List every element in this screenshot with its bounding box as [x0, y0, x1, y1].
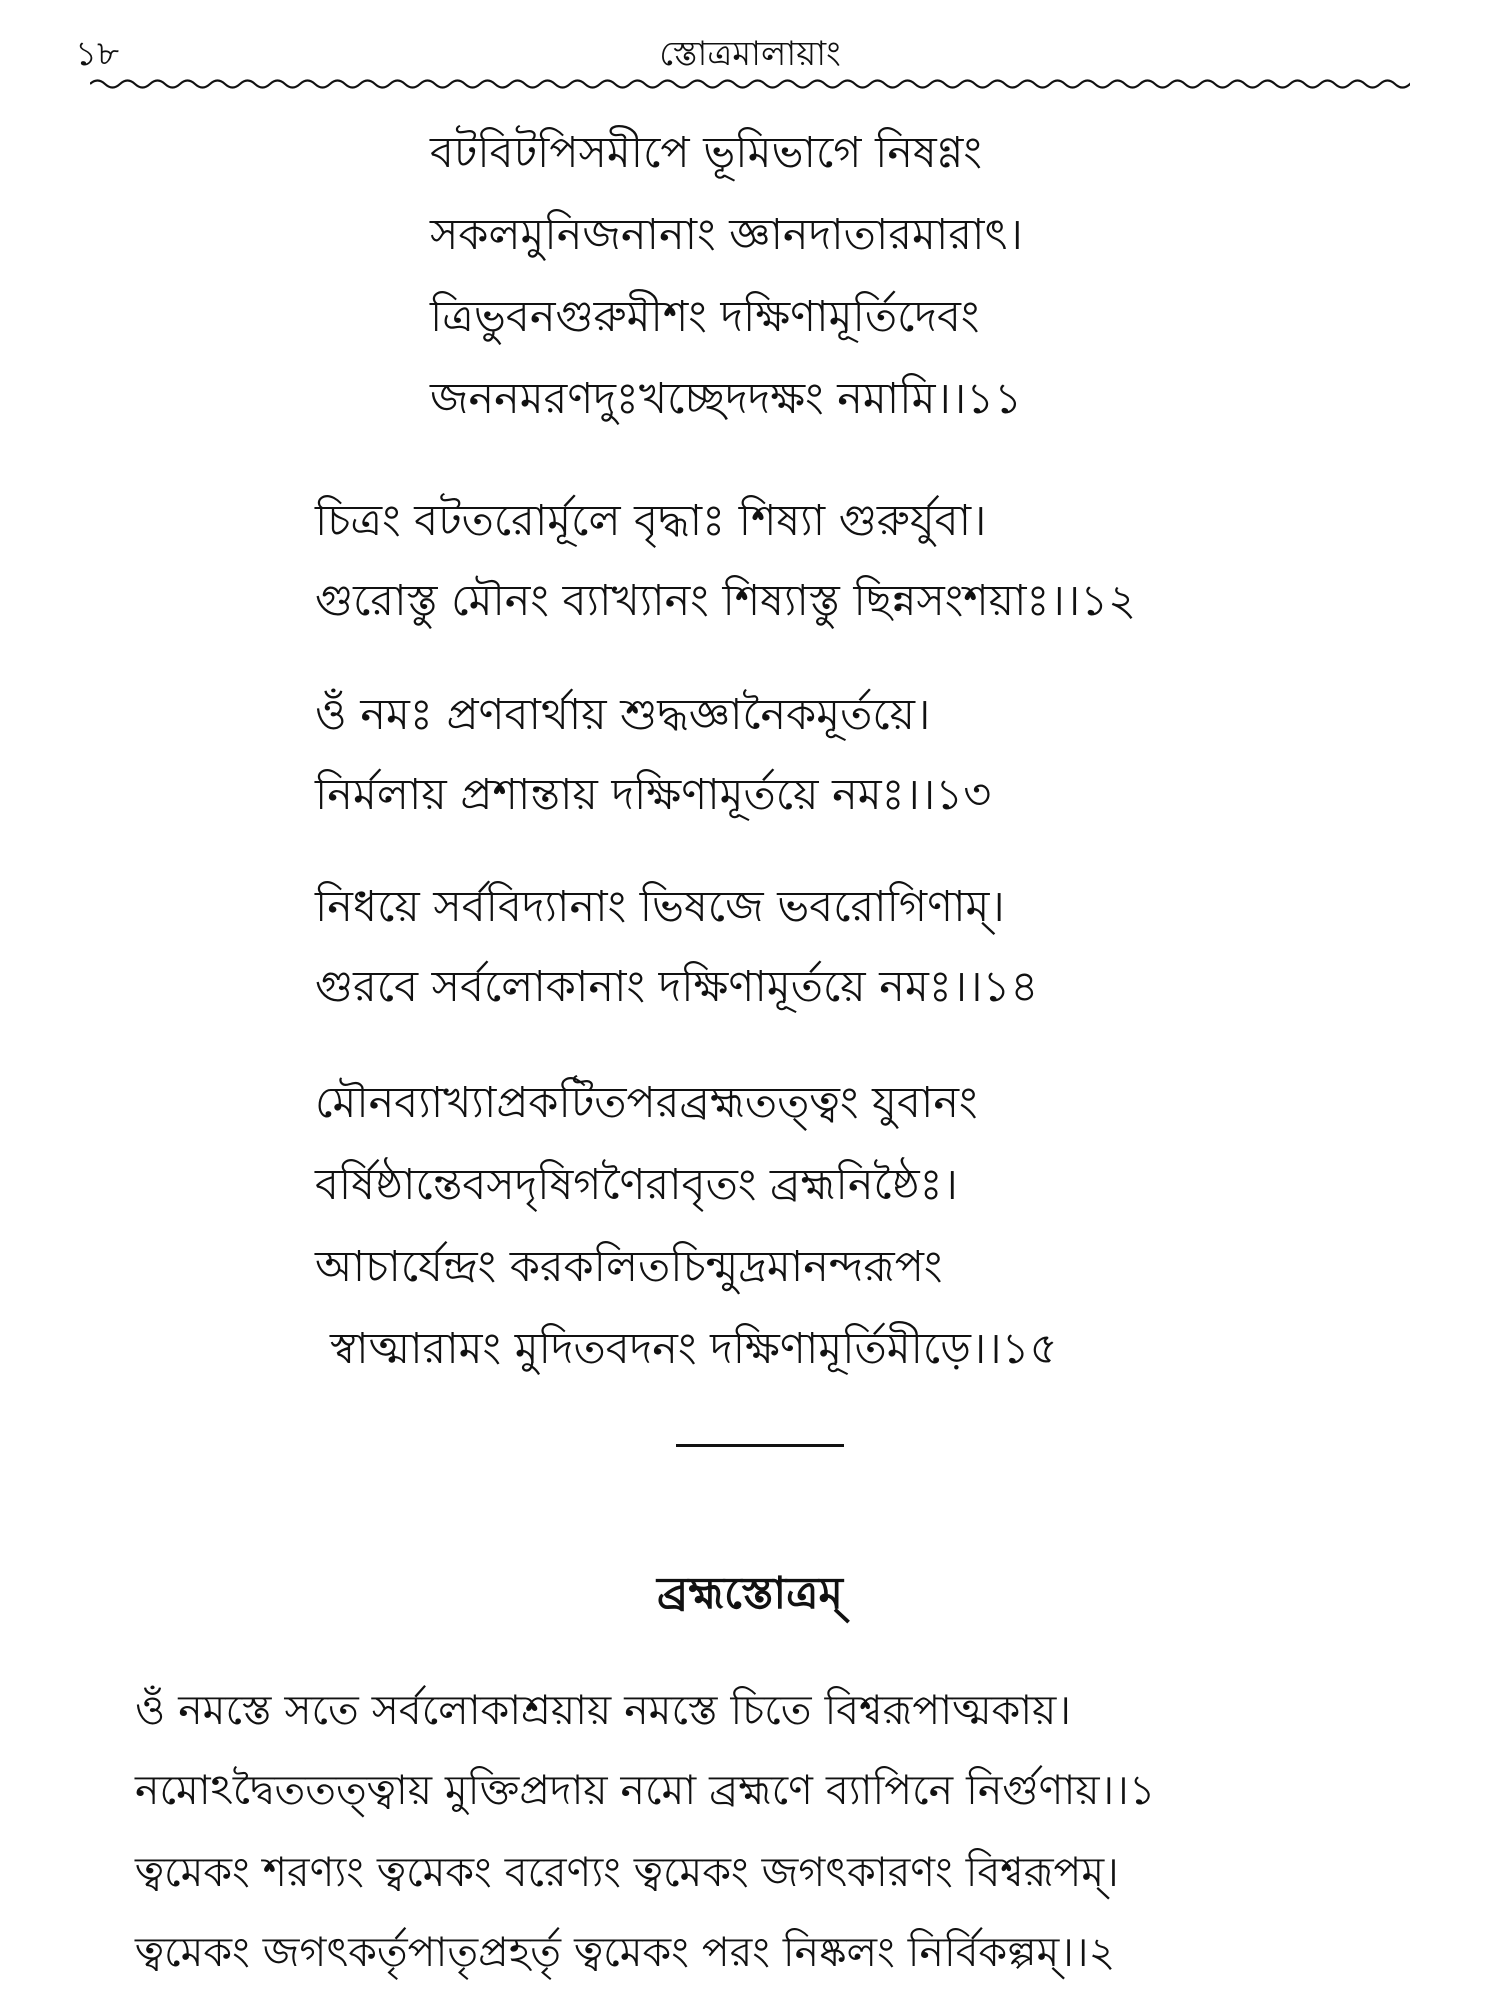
verse-line: স্বাত্মারামং মুদিতবদনং দক্ষিণামূর্তিমীড়ে।।১৫ [330, 1324, 1058, 1374]
wavy-divider [90, 76, 1410, 92]
verse-line: ত্রিভুবনগুরুমীশং দক্ষিণামূর্তিদেবং [430, 292, 980, 342]
verse-line: চিত্রং বটতরোর্মূলে বৃদ্ধাঃ শিষ্যা গুরুর্যুবা। [315, 496, 987, 546]
verse-line: ত্বমেকং জগৎকর্তৃপাতৃপ্রহর্তৃ ত্বমেকং পরং নিষ্কলং নির্বিকল্পম্।।২ [135, 1928, 1116, 1976]
verse-line: সকলমুনিজনানাং জ্ঞানদাতারমারাৎ। [430, 210, 1023, 260]
page-number: ১৮ [75, 34, 120, 74]
verse-line: ত্বমেকং শরণ্যং ত্বমেকং বরেণ্যং ত্বমেকং জগৎকারণং বিশ্বরূপম্। [135, 1848, 1119, 1896]
verse-line: গুরোস্তু মৌনং ব্যাখ্যানং শিষ্যাস্তু ছিন্নসংশয়াঃ।।১২ [315, 576, 1137, 626]
verse-line: ওঁ নমস্তে সতে সর্বলোকাশ্রয়ায় নমস্তে চিতে বিশ্বরূপাত্মকায়। [135, 1686, 1071, 1734]
verse-line: নমোঽদ্বৈততত্ত্বায় মুক্তিপ্রদায় নমো ব্রহ্মণে ব্যাপিনে নির্গুণায়।।১ [135, 1766, 1156, 1814]
verse-line: আচার্যেন্দ্রং করকলিতচিন্মুদ্রমানন্দরূপং [315, 1242, 943, 1292]
running-title: স্তোত্রমালায়াং [659, 34, 841, 74]
verse-line: বর্ষিষ্ঠান্তেবসদৃষিগণৈরাবৃতং ব্রহ্মনিষ্ঠৈঃ। [315, 1160, 958, 1210]
section-title: ব্রহ্মস্তোত্রম্ [657, 1568, 843, 1619]
verse-line: গুরবে সর্বলোকানাং দক্ষিণামূর্তয়ে নমঃ।।১৪ [315, 962, 1039, 1012]
verse-line: জননমরণদুঃখচ্ছেদদক্ষং নমামি।।১১ [430, 374, 1023, 424]
section-divider [676, 1444, 844, 1447]
verse-line: মৌনব্যাখ্যাপ্রকটিতপরব্রহ্মতত্ত্বং যুবানং [315, 1078, 978, 1128]
verse-line: নির্মলায় প্রশান্তায় দক্ষিণামূর্তয়ে নমঃ।।১৩ [315, 770, 992, 820]
verse-line: ওঁ নমঃ প্রণবার্থায় শুদ্ধজ্ঞানৈকমূর্তয়ে। [315, 690, 931, 740]
verse-line: বটবিটপিসমীপে ভূমিভাগে নিষণ্ণং [430, 128, 982, 178]
verse-line: নিধয়ে সর্ববিদ্যানাং ভিষজে ভবরোগিণাম্। [315, 882, 1005, 932]
wavy-divider-path [90, 81, 1410, 88]
